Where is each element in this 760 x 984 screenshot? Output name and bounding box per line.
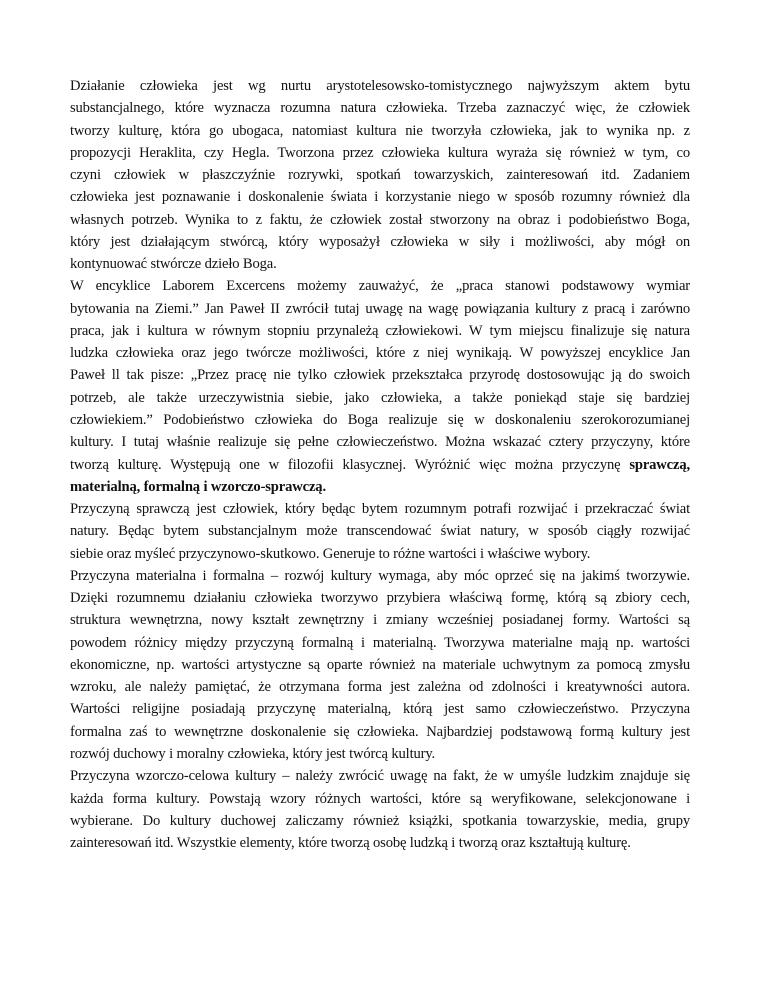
text-segment: ludzka człowieka oraz jego twórcze możliwości, które z niej wynikają. W powyższej encyklice Jan	[70, 345, 690, 362]
text-line	[70, 342, 690, 364]
text-line	[70, 253, 690, 275]
text-segment: siebie oraz myśleć przyczynowo-skutkowo. Generuje to różne wartości i właściwe wybory.	[70, 545, 591, 562]
text-line	[70, 97, 690, 119]
text-segment: W encyklice Laborem Excercens możemy zauważyć, że „praca stanowi podstawowy wymiar	[70, 278, 690, 295]
paragraph	[70, 498, 690, 565]
text-segment: tworzą kulturę. Występują one w filozofii klasycznej. Wyróżnić więc można przyczynę	[70, 456, 630, 473]
text-segment: powodem różnicy między przyczyną formalną i materialną. Tworzywa materialne mają np. wartości	[70, 634, 690, 651]
text-segment: rozwój duchowy i moralny człowieka, który jest twórcą kultury.	[70, 745, 436, 762]
text-line	[70, 632, 690, 654]
text-segment: kontynuować stwórcze dzieło Boga.	[70, 256, 277, 273]
text-segment: Przyczyna materialna i formalna – rozwój kultury wymaga, aby móc oprzeć się na jakimś tworzywie.	[70, 567, 690, 584]
text-line	[70, 142, 690, 164]
text-segment: człowieka jest poznawanie i doskonalenie świata i korzystanie niego w sposób rozumny również dla	[70, 189, 690, 206]
text-segment: czyni człowiek w płaszczyźnie rozrywki, spotkań towarzyskich, zainteresowań itd. Zadaniem	[70, 167, 690, 184]
text-segment: Wartości religijne posiadają przyczynę materialną, którą jest samo człowieczeństwo. Przyczyna	[70, 701, 690, 718]
text-line	[70, 832, 690, 854]
text-line	[70, 788, 690, 810]
text-line	[70, 120, 690, 142]
text-line	[70, 186, 690, 208]
text-line	[70, 364, 690, 386]
bold-text: sprawczą,	[629, 456, 690, 473]
text-line	[70, 543, 690, 565]
text-line	[70, 476, 690, 498]
text-segment: struktura wewnętrzna, nowy kształt zewnętrzny i zmiany wcześniej posiadanej formy. Wartości są	[70, 612, 690, 629]
text-line	[70, 164, 690, 186]
paragraph	[70, 765, 690, 854]
bold-text: materialną, formalną i wzorczo-sprawczą.	[70, 478, 326, 495]
text-line	[70, 75, 690, 97]
text-line	[70, 721, 690, 743]
text-segment: potrzeb, ale także urzeczywistnia siebie, jako człowieka, a także poniekąd staje się bardziej	[70, 389, 690, 406]
text-segment: który jest działającym stwórcą, który wyposażył człowieka w siły i możliwości, aby mógł on	[70, 233, 690, 250]
text-line	[70, 298, 690, 320]
text-segment: praca, jak i kultura w równym stopniu przynależą człowiekowi. W tym miejscu finalizuje się natura	[70, 322, 690, 339]
paragraph	[70, 565, 690, 765]
text-line	[70, 743, 690, 765]
text-segment: natury. Będąc bytem substancjalnym może transcendować świat natury, w sposób ciągły rozwijać	[70, 523, 690, 540]
text-line	[70, 454, 690, 476]
text-line	[70, 387, 690, 409]
text-segment: każda forma kultury. Powstają wzory różnych wartości, które są weryfikowane, selekcjonowane i	[70, 790, 690, 807]
paragraph	[70, 275, 690, 498]
text-line	[70, 320, 690, 342]
text-line	[70, 609, 690, 631]
text-line	[70, 231, 690, 253]
text-line	[70, 676, 690, 698]
text-segment: ekonomiczne, np. wartości artystyczne są oparte również na materiale uchwytnym za pomocą zmysłu	[70, 656, 690, 673]
paragraph	[70, 75, 690, 275]
text-segment: Działanie człowieka jest wg nurtu arystotelesowsko-tomistycznego najwyższym aktem bytu	[70, 78, 690, 94]
text-segment: propozycji Heraklita, czy Hegla. Tworzona przez człowieka kultura wyraża się również w tym, co	[70, 144, 690, 161]
text-line	[70, 209, 690, 231]
text-line	[70, 765, 690, 787]
text-segment: Przyczyna wzorczo-celowa kultury – należy zwrócić uwagę na fakt, że w umyśle ludzkim znajduje się	[70, 768, 690, 785]
text-segment: Paweł ll tak pisze: „Przez pracę nie tylko człowiek przekształca przyrodę dostosowując ją do swoich	[70, 367, 690, 384]
text-line	[70, 565, 690, 587]
text-segment: człowiekiem.” Podobieństwo człowieka do Boga realizuje się w doskonaleniu szerokorozumianej	[70, 411, 690, 428]
text-segment: Dzięki rozumnemu działaniu człowieka tworzywo przybiera właściwą formę, którą są zbiory cech,	[70, 590, 690, 607]
text-segment: tworzy kulturę, która go ubogaca, natomiast kultura nie tworzyła człowieka, jak to wynika np. z	[70, 122, 690, 139]
text-segment: wybierane. Do kultury duchowej zaliczamy również książki, spotkania towarzyskie, media, grupy	[70, 812, 690, 829]
text-segment: własnych potrzeb. Wynika to z faktu, że człowiek został stworzony na obraz i podobieństwo Boga,	[70, 211, 690, 228]
document-body	[70, 75, 690, 854]
text-segment: wzroku, ale należy pamiętać, że otrzymana forma jest zależna od zdolności i kreatywności autora.	[70, 679, 690, 696]
text-line	[70, 520, 690, 542]
text-line	[70, 587, 690, 609]
text-segment: substancjalnego, które wyznacza rozumna natura człowieka. Trzeba zaznaczyć więc, że człowiek	[70, 100, 690, 117]
text-line	[70, 275, 690, 297]
text-line	[70, 409, 690, 431]
text-segment: bytowania na Ziemi.” Jan Paweł II zwrócił tutaj uwagę na wagę powiązania kultury z pracą i zarówno	[70, 300, 690, 317]
text-segment: zainteresowań itd. Wszystkie elementy, które tworzą osobę ludzką i tworzą oraz kształtują kulturę.	[70, 835, 631, 852]
text-segment: kultury. I tutaj właśnie realizuje się pełne człowieczeństwo. Można wskazać cztery przyczyny, które	[70, 434, 690, 451]
text-segment: Przyczyną sprawczą jest człowiek, który będąc bytem rozumnym potrafi rozwijać i przekraczać świat	[70, 501, 690, 518]
text-line	[70, 810, 690, 832]
text-line	[70, 431, 690, 453]
text-line	[70, 698, 690, 720]
text-segment: formalna zaś to wewnętrzne doskonalenie się człowieka. Najbardziej podstawową formą kultury jest	[70, 723, 690, 740]
text-line	[70, 498, 690, 520]
text-line	[70, 654, 690, 676]
